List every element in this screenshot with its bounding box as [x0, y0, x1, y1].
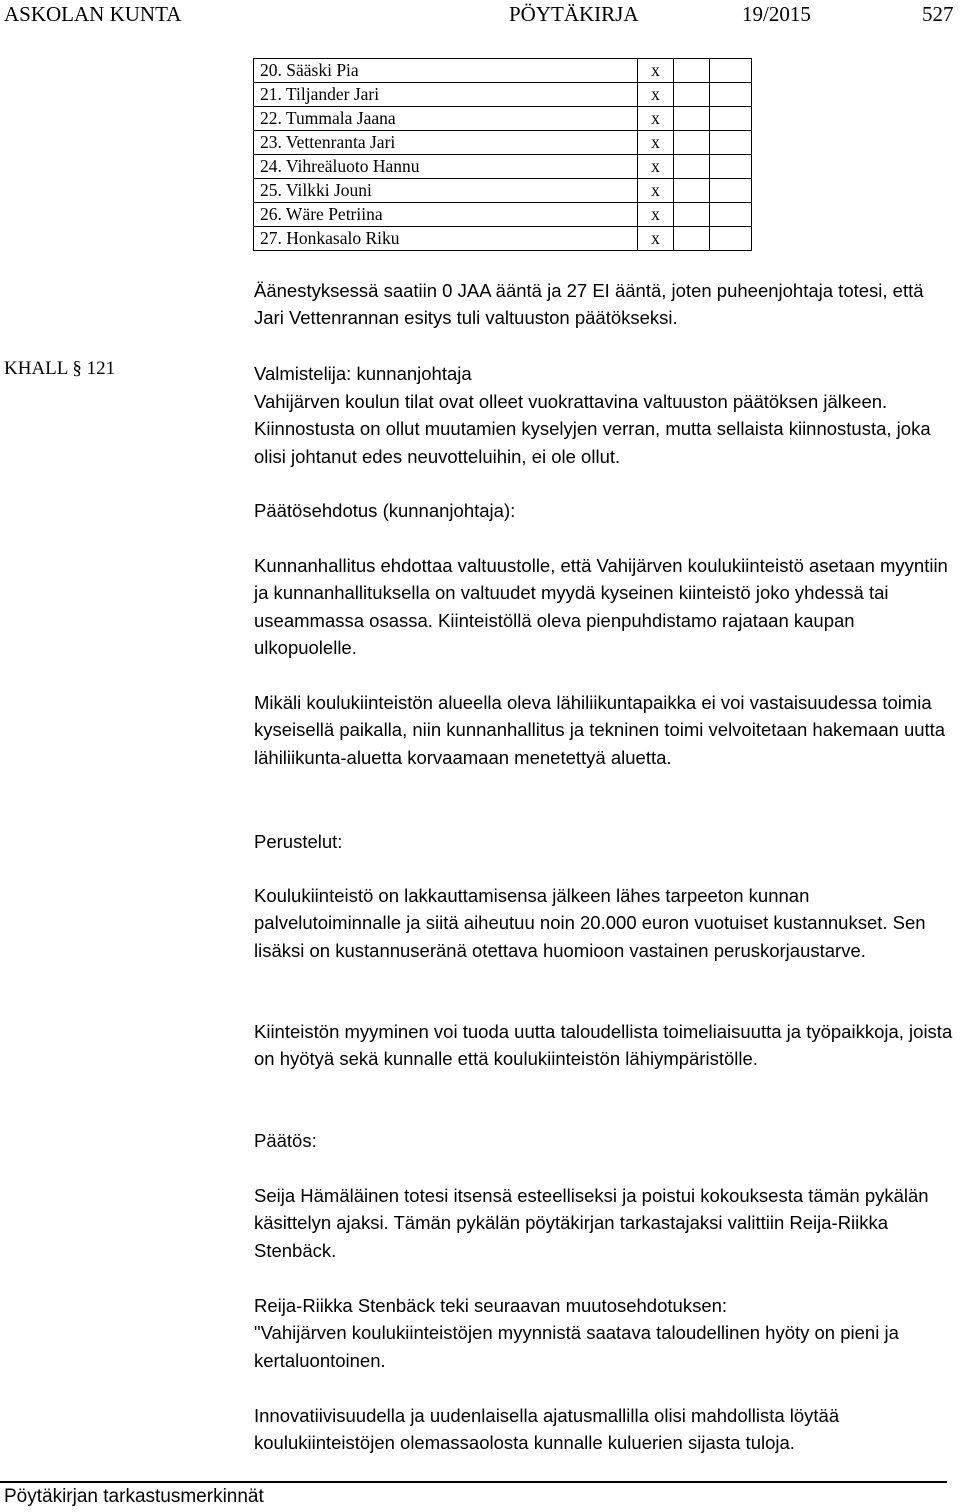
empty-vote-cell — [674, 227, 710, 251]
footer-divider — [0, 1481, 947, 1483]
decision-paragraph-3: Innovatiivisuudella ja uudenlaisella ajatusmallilla olisi mahdollista löytää koulukiinteistöjen olemassaolosta kunnalle kuluerien sijasta tuloja. — [254, 1405, 840, 1454]
empty-vote-cell — [710, 203, 752, 227]
council-member-name: 26. Wäre Petriina — [254, 203, 638, 227]
page-number: 527 — [922, 2, 954, 26]
table-row — [254, 83, 752, 107]
amendment-intro: Reija-Riikka Stenbäck teki seuraavan muutosehdotuksen: — [254, 1295, 728, 1316]
vote-mark: x — [638, 83, 674, 107]
table-row — [254, 131, 752, 155]
council-member-name: 21. Tiljander Jari — [254, 83, 638, 107]
reasons-heading: Perustelut: — [254, 831, 343, 852]
empty-vote-cell — [674, 131, 710, 155]
amendment-quote: "Vahijärven koulukiinteistöjen myynnistä saatava taloudellinen hyöty on pieni ja kertaluontoinen. — [254, 1322, 899, 1371]
empty-vote-cell — [710, 155, 752, 179]
page-header — [0, 2, 960, 32]
document-type: PÖYTÄKIRJA — [509, 2, 639, 26]
municipality-name: ASKOLAN KUNTA — [4, 2, 182, 26]
proposal-paragraph-2: Mikäli koulukiinteistön alueella oleva lähiliikuntapaikka ei voi vastaisuudessa toimia kyseisellä paikalla, niin kunnanhallitus ja tekninen toimi velvoitetaan hakemaan uutta lähiliikunta-aluetta korvaamaan menetettyä aluetta. — [254, 692, 946, 768]
vote-mark: x — [638, 203, 674, 227]
document-number: 19/2015 — [742, 2, 811, 26]
table-row — [254, 179, 752, 203]
footer-signature-label: Pöytäkirjan tarkastusmerkinnät — [4, 1486, 264, 1507]
proposal-heading: Päätösehdotus (kunnanjohtaja): — [254, 500, 516, 521]
council-member-name: 20. Sääski Pia — [254, 59, 638, 83]
vote-table — [253, 58, 752, 251]
vote-mark: x — [638, 155, 674, 179]
preparer-line: Valmistelija: kunnanjohtaja — [254, 363, 472, 384]
vote-mark: x — [638, 179, 674, 203]
empty-vote-cell — [710, 131, 752, 155]
table-row — [254, 155, 752, 179]
section-label: KHALL § 121 — [4, 358, 116, 379]
decision-heading: Päätös: — [254, 1130, 317, 1151]
council-member-name: 24. Vihreäluoto Hannu — [254, 155, 638, 179]
empty-vote-cell — [674, 107, 710, 131]
table-row — [254, 227, 752, 251]
table-row — [254, 203, 752, 227]
decision-paragraph-1: Seija Hämäläinen totesi itsensä esteelliseksi ja poistui kokouksesta tämän pykälän käsittelyn ajaksi. Tämän pykälän pöytäkirjan tarkastajaksi valittiin Reija-Riikka Stenbäck. — [254, 1185, 929, 1261]
empty-vote-cell — [710, 227, 752, 251]
vote-mark: x — [638, 59, 674, 83]
empty-vote-cell — [710, 83, 752, 107]
vote-mark: x — [638, 107, 674, 131]
empty-vote-cell — [674, 83, 710, 107]
council-member-name: 22. Tummala Jaana — [254, 107, 638, 131]
empty-vote-cell — [710, 59, 752, 83]
empty-vote-cell — [674, 59, 710, 83]
empty-vote-cell — [674, 203, 710, 227]
reasons-paragraph-2: Kiinteistön myyminen voi tuoda uutta taloudellista toimeliaisuutta ja työpaikkoja, joista on hyötyä sekä kunnalle että koulukiinteistön lähiympäristölle. — [254, 1021, 953, 1070]
vote-mark: x — [638, 131, 674, 155]
empty-vote-cell — [674, 179, 710, 203]
vote-mark: x — [638, 227, 674, 251]
empty-vote-cell — [674, 155, 710, 179]
intro-paragraph: Vahijärven koulun tilat ovat olleet vuokrattavina valtuuston päätöksen jälkeen. Kiinnostusta on ollut muutamien kyselyjen verran, mutta sellaista kiinnostusta, joka olisi johtanut edes neuvotteluihin, ei ole ollut. — [254, 391, 931, 467]
table-row — [254, 107, 752, 131]
empty-vote-cell — [710, 107, 752, 131]
vote-result-text: Äänestyksessä saatiin 0 JAA ääntä ja 27 EI ääntä, joten puheenjohtaja totesi, että Jari Vettenrannan esitys tuli valtuuston päätökseksi. — [254, 280, 924, 329]
council-member-name: 23. Vettenranta Jari — [254, 131, 638, 155]
reasons-paragraph-1: Koulukiinteistö on lakkauttamisensa jälkeen lähes tarpeeton kunnan palvelutoiminnalle ja siitä aiheutuu noin 20.000 euron vuotuiset kustannukset. Sen lisäksi on kustannuseränä otettava huomioon vastainen peruskorjaustarve. — [254, 885, 926, 961]
decision-paragraph-2 — [254, 1292, 956, 1374]
proposal-paragraph-1: Kunnanhallitus ehdottaa valtuustolle, että Vahijärven koulukiinteistö asetaan myyntiin ja kunnanhallituksella on valtuudet myydä kyseinen kiinteistö joko yhdessä tai useammassa osassa. Kiinteistöllä oleva pienpuhdistamo rajataan kaupan ulkopuolelle. — [254, 555, 948, 658]
council-member-name: 25. Vilkki Jouni — [254, 179, 638, 203]
council-member-name: 27. Honkasalo Riku — [254, 227, 638, 251]
empty-vote-cell — [710, 179, 752, 203]
table-row — [254, 59, 752, 83]
